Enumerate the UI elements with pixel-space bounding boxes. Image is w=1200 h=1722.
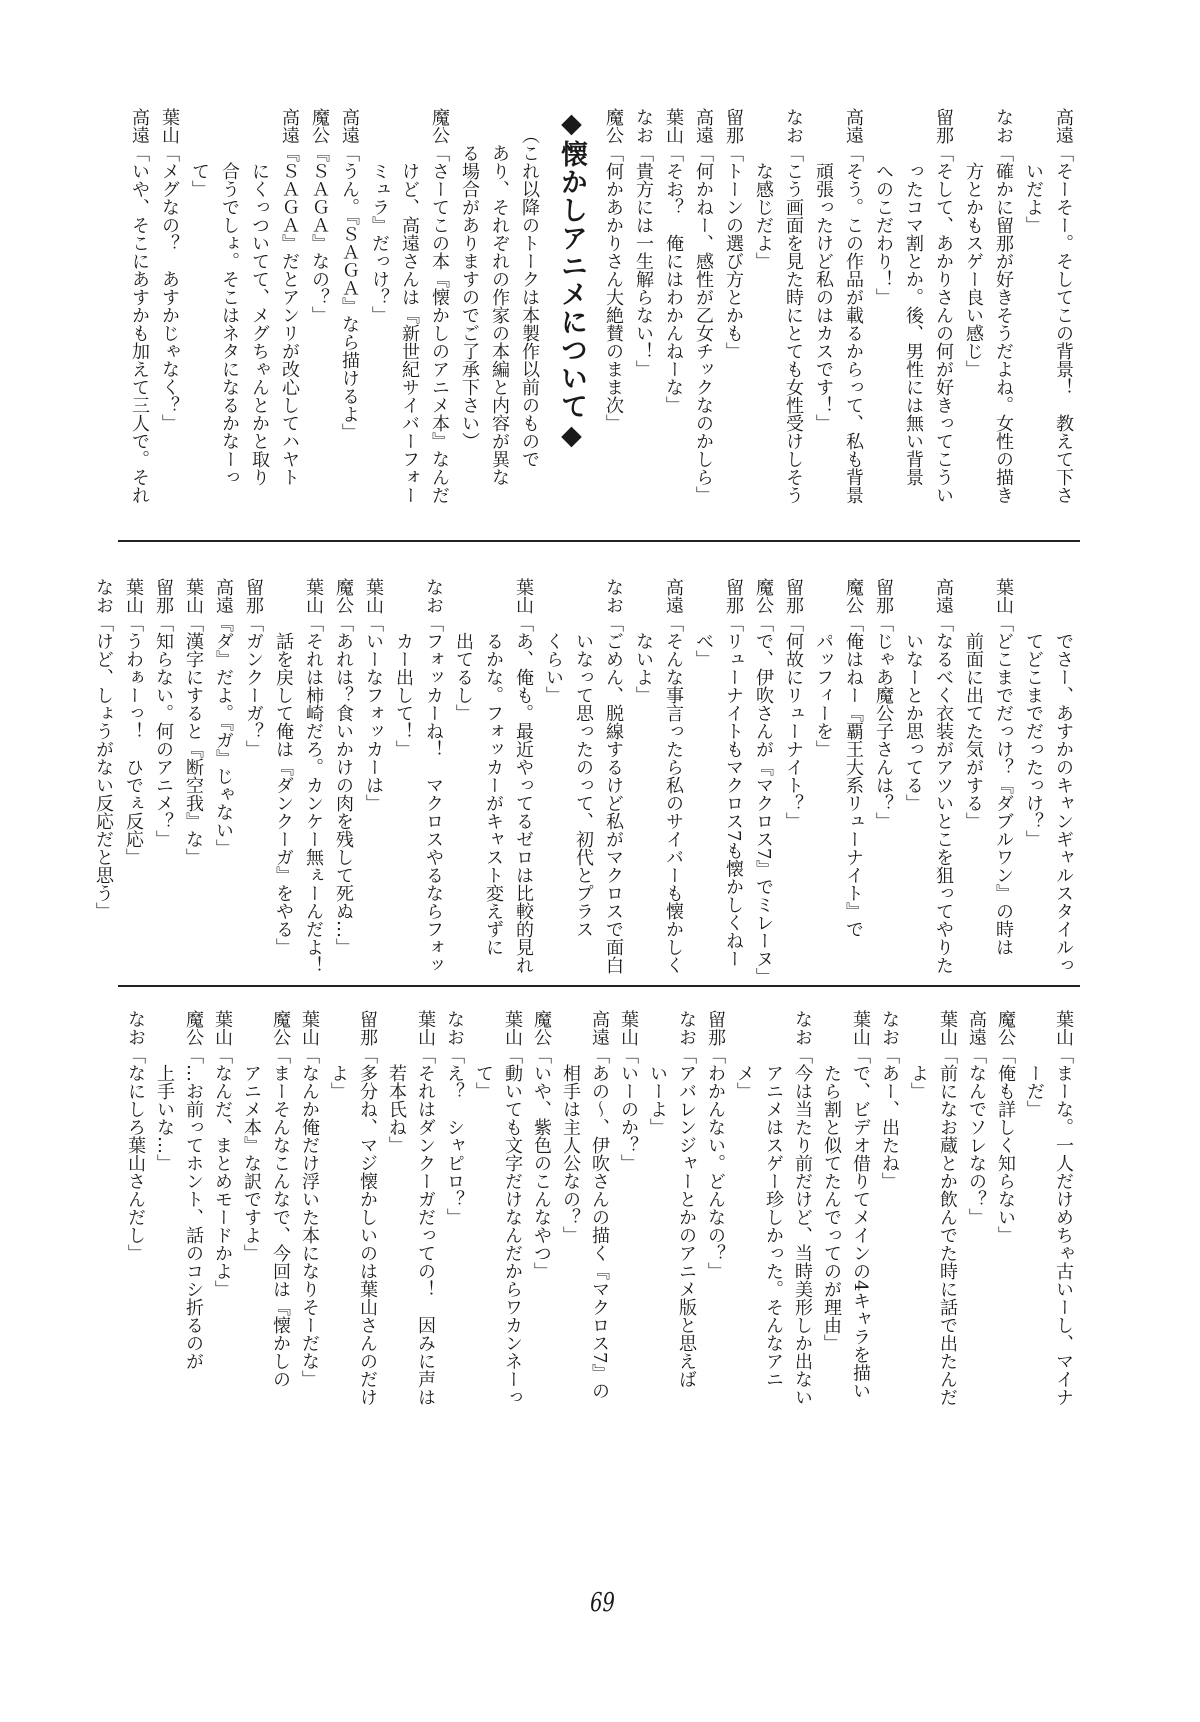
dialogue-line [208,1010,237,1406]
speaker-name: 葉山 [159,108,180,144]
dialogue-text: 「うわぁーっ！ ひでぇ反応」 [123,614,144,866]
dialogue-text: 「わかんない。どんなの？」 [705,1046,726,1280]
dialogue-line [328,578,358,974]
dialogue-continuation: でさー、あすかのキャンギャルスタイルっ [1053,632,1074,974]
dialogue-text: 「いーのか？」 [618,1046,639,1172]
dialogue-text: 「どこまでだっけ？『ダブルワン』の時は [993,614,1014,956]
dialogue-line [868,578,898,974]
dialogue-continuation: けど、高遠さんは『新世紀サイバーフォー [399,162,420,504]
speaker-name: なお [783,108,804,144]
tier-divider [118,540,1080,542]
dialogue-line [124,108,154,504]
dialogue-line [121,1010,150,1406]
dialogue-text: 「ガンクーガ？」 [243,614,264,758]
dialogue-line [614,1010,643,1406]
dialogue-continuation: 話を戻して俺は『ダンクーガ』をやる」 [273,632,294,956]
dialogue-text: 「さーてこの本『懐かしのアニメ本』なんだ [429,144,450,504]
dialogue-continuation: ミュラ』だっけ？」 [369,162,390,324]
speaker-name: 留那 [873,578,894,614]
dialogue-line [440,1010,469,1406]
dialogue-line [788,1010,817,1406]
dialogue-line [358,578,388,974]
dialogue-line [304,108,334,504]
dialogue-line [498,1010,527,1406]
speaker-name: 留那 [243,578,264,614]
dialogue-line [718,108,748,504]
dialogue-line [748,578,778,986]
dialogue-continuation: 上手いな…」 [154,1064,175,1172]
speaker-name: なお [993,108,1014,144]
dialogue-text: 「動いても文字だけなんだからワカンネーっ [502,1046,523,1406]
dialogue-text: 「リューナイトもマクロス7も懐かしくねー [723,614,744,968]
dialogue-continuation: アニメはスゲー珍しかった。そんなアニ [763,1064,784,1388]
dialogue-line [838,108,868,504]
dialogue-line [148,578,178,974]
dialogue-continuation: いだよ」 [1023,162,1044,234]
editorial-note-line: る場合がありますのでご了承下さい） [459,144,480,450]
tier-divider [118,985,1080,987]
dialogue-continuation: て」 [473,1064,494,1100]
dialogue-line [118,578,148,974]
dialogue-text: 「確かに留那が好きそうだよね。女性の描き [993,144,1014,504]
dialogue-line [298,578,328,974]
dialogue-line [154,108,184,504]
speaker-name: 高遠 [589,1010,610,1046]
speaker-name: なお [444,1010,465,1046]
dialogue-continuation: へのこだわり！」 [873,162,894,306]
dialogue-continuation: 頑張ったけど私のはカスです！」 [813,162,834,432]
dialogue-text: 「まーそんなこんなで、今回は『懐かしの [270,1046,291,1388]
dialogue-line [988,108,1018,504]
dialogue-continuation: ないよ」 [633,632,654,704]
dialogue-text: 「で、伊吹さんが『マクロス7』でミレーヌ」 [753,614,774,986]
dialogue-line [658,578,688,974]
dialogue-text: 「あれは？食いかけの肉を残して死ぬ…」 [333,614,354,956]
dialogue-continuation: 合うでしょ。そこはネタになるかなーっ [219,162,240,486]
dialogue-line [846,1010,875,1406]
dialogue-continuation: いなーとか思ってる」 [903,632,924,812]
dialogue-continuation: メ」 [734,1064,755,1100]
dialogue-text: 「何かねー、感性が乙女チックなのかしら」 [693,144,714,504]
speaker-name: 留那 [933,108,954,144]
dialogue-line [238,578,268,974]
dialogue-line [928,108,958,504]
dialogue-continuation: 方とかもスゲー良い感じ」 [963,162,984,378]
speaker-name: 葉山 [513,578,534,614]
dialogue-line [274,108,304,504]
speaker-name: 高遠 [843,108,864,144]
dialogue-continuation: 前面に出てた気がする」 [963,632,984,830]
dialogue-continuation: て」 [189,162,210,198]
dialogue-text: 「そして、あかりさんの何が好きってこうい [933,144,954,504]
dialogue-line [701,1010,730,1406]
speaker-name: 葉山 [618,1010,639,1046]
speaker-name: 留那 [705,1010,726,1046]
speaker-name: 高遠 [933,578,954,614]
dialogue-line [688,108,718,504]
dialogue-line [628,108,658,504]
speaker-name: 葉山 [183,578,204,614]
dialogue-continuation: よ」 [908,1064,929,1100]
speaker-name: 魔公 [270,1010,291,1046]
dialogue-text: 「そう。この作品が載るからって、私も背景 [843,144,864,504]
dialogue-text: 「あの～、伊吹さんの描く『マクロス7』の [589,1046,610,1400]
speaker-name: 留那 [153,578,174,614]
dialogue-text: 「あ、俺も。最近やってるゼロは比較的見れ [513,614,534,974]
dialogue-text: 「それはダンクーガだっての！ 因みに声は [415,1046,436,1406]
dialogue-continuation: 出てるし」 [453,632,474,722]
dialogue-text: 「で、ビデオ借りてメインの4キャラを描い [850,1046,871,1400]
speaker-name: 高遠 [693,108,714,144]
speaker-name: なお [633,108,654,144]
dialogue-continuation: いーよ」 [647,1064,668,1136]
dialogue-text: 『ダ』だよ。『ガ』じゃない」 [213,614,234,857]
dialogue-line [295,1010,324,1406]
dialogue-text: 「え？ シャピロ？」 [444,1046,465,1226]
dialogue-continuation: ーだ」 [1024,1064,1045,1118]
dialogue-text: 「漢字にすると『断空我』な」 [183,614,204,866]
dialogue-continuation: るかな。フォッカーがキャスト変えずに [483,632,504,956]
dialogue-line [658,108,688,504]
dialogue-text: 「いーなフォッカーは」 [363,614,384,812]
dialogue-text: 『ＳＡＧＡ』なの？」 [309,144,330,324]
speaker-name: 葉山 [212,1010,233,1046]
speaker-name: 葉山 [1053,1010,1074,1046]
speaker-name: 高遠 [213,578,234,614]
speaker-name: 魔公 [603,108,624,144]
dialogue-line [418,578,448,974]
page-number: 69 [590,1588,615,1618]
dialogue-continuation: いなって思ったのって、初代とプラス [573,632,594,938]
dialogue-line [778,578,808,974]
dialogue-line [778,108,808,504]
dialogue-text: 「そんな事言ったら私のサイバーも懐かしく [663,614,684,974]
dialogue-continuation: な感じだよ」 [753,162,774,270]
dialogue-text: 『ＳＡＧＡ』だとアンリが改心してハヤト [279,144,300,486]
dialogue-continuation: べ」 [693,632,714,668]
dialogue-text: 「けど、しょうがない反応だと思う」 [93,614,114,920]
dialogue-text: 「俺も詳しく知らない」 [995,1046,1016,1244]
dialogue-line [1048,108,1078,504]
dialogue-text: 「何かあかりさん大絶賛のまま次」 [603,144,624,432]
dialogue-text: 「あー、出たね」 [879,1046,900,1190]
dialogue-line [334,108,364,504]
dialogue-line [424,108,454,504]
dialogue-continuation: 若本氏ね」 [386,1064,407,1154]
dialogue-text: 「ごめん、脱線するけど私がマクロスで面白 [603,614,624,974]
dialogue-continuation: パッフィーを」 [813,632,834,758]
speaker-name: 高遠 [966,1010,987,1046]
dialogue-text: 「…お前ってホント、話のコシ折るのが [183,1046,204,1370]
dialogue-line [988,578,1018,974]
dialogue-text: 「メグなの？ あすかじゃなく？」 [159,144,180,432]
dialogue-line [353,1010,382,1406]
dialogue-continuation: ったコマ割とか。後、男性には無い背景 [903,162,924,486]
speaker-name: 留那 [723,108,744,144]
dialogue-text: 「なんでソレなの？」 [966,1046,987,1226]
speaker-name: 葉山 [303,578,324,614]
dialogue-continuation: くらい」 [543,632,564,704]
dialogue-tier-bottom [121,1010,1078,1406]
speaker-name: 葉山 [850,1010,871,1046]
dialogue-text: 「トーンの選び方とかも」 [723,144,744,360]
dialogue-line [718,578,748,974]
dialogue-line [1049,1010,1078,1406]
editorial-note-line: （これ以降のトークは本製作以前のもので [519,126,540,468]
speaker-name: なお [676,1010,697,1046]
speaker-name: 葉山 [123,578,144,614]
speaker-name: 高遠 [129,108,150,144]
dialogue-text: 「今は当たり前だけど、当時美形しか出ない [792,1046,813,1406]
speaker-name: 高遠 [279,108,300,144]
speaker-name: なお [603,578,624,614]
speaker-name: 葉山 [299,1010,320,1046]
speaker-name: 魔公 [429,108,450,144]
speaker-name: 留那 [723,578,744,614]
speaker-name: 葉山 [415,1010,436,1046]
dialogue-text: 「いや、紫色のこんなやつ」 [531,1046,552,1280]
dialogue-continuation: カー出して！」 [393,632,414,758]
dialogue-text: 「うん。『ＳＡＧＡ』なら描けるよ」 [339,144,360,441]
speaker-name: なお [792,1010,813,1046]
dialogue-continuation: にくっついてて、メグちゃんとかと取り [249,162,270,486]
dialogue-line [598,578,628,974]
dialogue-text: 「まーな。一人だけめちゃ古いーし、マイナ [1053,1046,1074,1406]
dialogue-text: 「何故にリューナイト？」 [783,614,804,830]
dialogue-line [928,578,958,974]
dialogue-line [266,1010,295,1406]
dialogue-text: 「アバレンジャーとかのアニメ版と思えば [676,1046,697,1388]
dialogue-line [598,108,628,504]
speaker-name: 葉山 [363,578,384,614]
speaker-name: 魔公 [333,578,354,614]
dialogue-continuation: 相手は主人公なの？」 [560,1064,581,1244]
dialogue-text: 「貴方には一生解らない！」 [633,144,654,378]
dialogue-text: 「そお？ 俺にはわかんねーな」 [663,144,684,414]
dialogue-text: 「なにしろ葉山さんだし」 [125,1046,146,1262]
speaker-name: 葉山 [502,1010,523,1046]
speaker-name: なお [93,578,114,614]
dialogue-text: 「多分ね、マジ懐かしいのは葉山さんのだけ [357,1046,378,1406]
dialogue-line [179,1010,208,1406]
dialogue-text: 「じゃあ魔公子さんは？」 [873,614,894,830]
dialogue-text: 「知らない。何のアニメ？」 [153,614,174,848]
speaker-name: なお [125,1010,146,1046]
dialogue-text: 「前になお蔵とか飲んでた時に話で出たんだ [937,1046,958,1406]
speaker-name: 葉山 [663,108,684,144]
dialogue-tier-middle [88,578,1078,986]
dialogue-line [527,1010,556,1406]
dialogue-line [838,578,868,974]
speaker-name: 魔公 [753,578,774,614]
dialogue-text: 「なんか俺だけ浮いた本になりそーだな」 [299,1046,320,1388]
speaker-name: 留那 [783,578,804,614]
dialogue-text: 「それは柿崎だろ。カンケー無ぇーんだよ！ [303,614,324,974]
dialogue-line [875,1010,904,1406]
dialogue-text: 「俺はねー『覇王大系リューナイト』で [843,614,864,938]
dialogue-text: 「フォッカーね！ マクロスやるならフォッ [423,614,444,974]
speaker-name: なお [423,578,444,614]
dialogue-line [962,1010,991,1406]
dialogue-continuation: たら割と似てたんでってのが理由」 [821,1064,842,1352]
speaker-name: 魔公 [995,1010,1016,1046]
dialogue-line [672,1010,701,1406]
speaker-name: 留那 [357,1010,378,1046]
dialogue-text: 「なんだ、まとめモードかよ」 [212,1046,233,1298]
dialogue-line [585,1010,614,1406]
speaker-name: なお [879,1010,900,1046]
editorial-note-line: あり、それぞれの作家の本編と内容が異な [489,144,510,486]
speaker-name: 魔公 [309,108,330,144]
section-heading: ◆懐かしアニメについて◆ [556,108,587,452]
dialogue-line [88,578,118,974]
speaker-name: 葉山 [937,1010,958,1046]
dialogue-text: 「いや、そこにあすかも加えて三人で。それ [129,144,150,504]
dialogue-text: 「なるべく衣装がアツいとこを狙ってやりた [933,614,954,974]
dialogue-line [991,1010,1020,1406]
dialogue-line [178,578,208,974]
dialogue-continuation: てどこまでだったっけ？」 [1023,632,1044,848]
dialogue-line [411,1010,440,1406]
dialogue-continuation: よ」 [328,1064,349,1100]
dialogue-line [933,1010,962,1406]
speaker-name: 高遠 [339,108,360,144]
dialogue-line [508,578,538,974]
dialogue-text: 「そーそー。そしてこの背景！ 教えて下さ [1053,144,1074,504]
speaker-name: 高遠 [1053,108,1074,144]
dialogue-line [208,578,238,974]
dialogue-text: 「こう画面を見た時にとても女性受けしそう [783,144,804,504]
dialogue-continuation: アニメ本』な訳ですよ」 [241,1064,262,1262]
speaker-name: 葉山 [993,578,1014,614]
speaker-name: 高遠 [663,578,684,614]
speaker-name: 魔公 [843,578,864,614]
speaker-name: 魔公 [183,1010,204,1046]
speaker-name: 魔公 [531,1010,552,1046]
